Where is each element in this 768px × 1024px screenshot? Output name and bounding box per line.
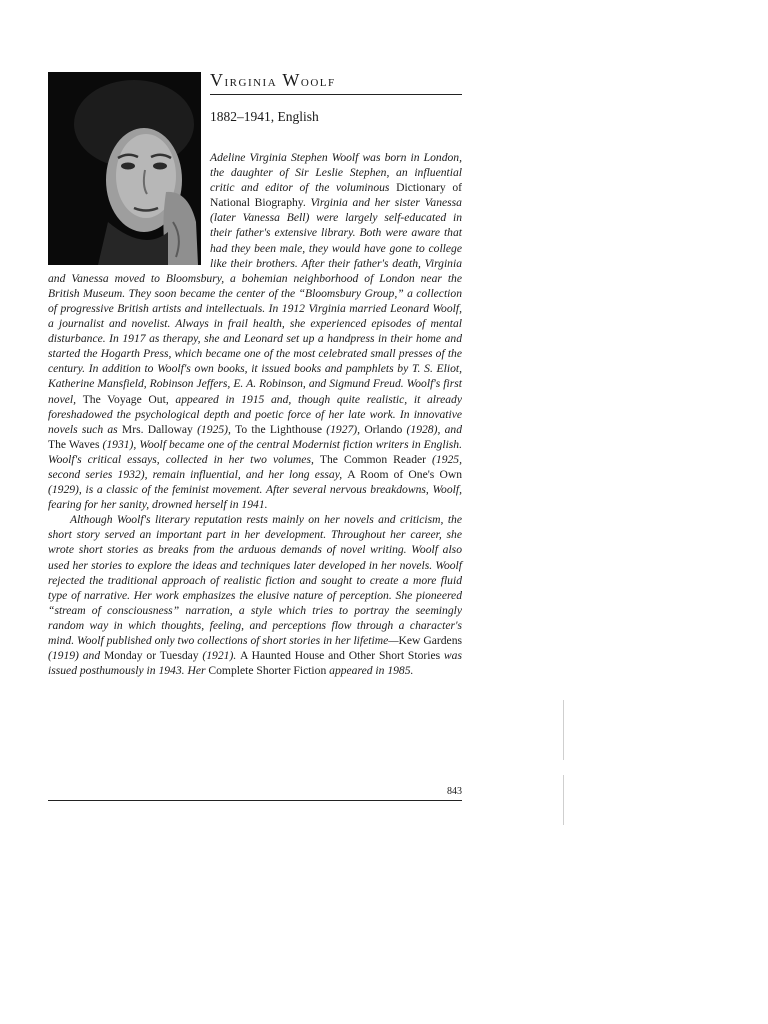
title-roman-span: A Room of One's Own bbox=[347, 467, 462, 481]
title-roman-span: Dictionary of National Biography. bbox=[210, 181, 462, 210]
text-span: Adeline Virginia Stephen Woolf was born in London, the daughter of Sir Leslie Stephen, an influential critic and editor of the voluminous bbox=[210, 151, 462, 195]
title-roman-span: The Voyage Out, bbox=[82, 392, 169, 406]
biography-paragraph-2 bbox=[48, 512, 462, 678]
name-first-rest: irginia bbox=[224, 74, 278, 90]
scan-artifact-line bbox=[563, 700, 564, 760]
title-roman-span: Monday or Tuesday bbox=[103, 649, 199, 663]
title-roman-span: The Common Reader bbox=[319, 452, 426, 466]
portrait-wrap-spacer bbox=[48, 150, 210, 268]
text-span: (1921). bbox=[198, 649, 241, 663]
text-span: (1929), is a classic of the feminist movement. After several nervous breakdowns, Woolf, fearing for her sanity, drowned herself in 1941. bbox=[48, 483, 462, 512]
text-span: Although Woolf's literary reputation rests mainly on her novels and criticism, the short story served an important part in her development. Throughout her career, she wrote short stories as breaks from the arduous demands of novel writing. Woolf also used her stories to explore the ideas and techniques later developed in her novels. Woolf rejected the traditional approach of realistic fiction and sought to create a more fluid type of narrative. Her work emphasizes the elusive nature of perception. She pioneered “stream of consciousness” narration, a style which tries to portray the seemingly random way in which thoughts, feeling, and perceptions flow through a character's mind. Woolf published only two collections of short stories in her lifetime— bbox=[48, 513, 462, 647]
text-span: (1925, second series 1932), remain influential, and her long essay, bbox=[48, 452, 462, 481]
scan-artifact-line bbox=[563, 775, 564, 825]
title-roman-span: Kew Gardens bbox=[398, 634, 463, 647]
text-span: appeared in 1915 and, though quite realistic, it already foreshadowed the psychological depth and poetic force of her late work. In innovative novels such as bbox=[48, 392, 462, 436]
text-span: appeared in 1985. bbox=[326, 664, 414, 678]
text-span: (1927), bbox=[322, 422, 365, 436]
text-span: was issued posthumously in 1943. Her bbox=[48, 649, 462, 678]
title-roman-span: Complete Shorter Fiction bbox=[208, 664, 327, 678]
title-roman-span: Mrs. Dalloway bbox=[121, 422, 193, 436]
name-initial-first: V bbox=[210, 70, 225, 90]
text-span: (1928), and bbox=[402, 422, 462, 436]
text-span: (1919) and bbox=[48, 649, 104, 663]
footer-rule bbox=[48, 800, 462, 801]
biography-text bbox=[48, 150, 462, 678]
title-roman-span: The Waves bbox=[48, 437, 100, 451]
title-roman-span: To the Lighthouse bbox=[235, 422, 323, 436]
page-number: 843 bbox=[447, 786, 462, 797]
text-span: (1925), bbox=[192, 422, 236, 436]
title-roman-span: Orlando bbox=[364, 422, 403, 436]
name-initial-last: W bbox=[282, 70, 301, 90]
text-span: (1931), Woolf became one of the central Modernist fiction writers in English. Woolf's critical essays, collected in her two volumes, bbox=[48, 437, 462, 466]
author-name-heading bbox=[210, 70, 462, 95]
author-dates: 1882–1941, English bbox=[210, 109, 319, 124]
text-span: Virginia and her sister Vanessa (later Vanessa Bell) were largely self-educated in their father's extensive library. Both were aware that had they been male, they would have gone to college like their brothers. After their father's death, Virginia and Vanessa moved to Bloomsbury, a bohemian neighborhood of London near the British Museum. They soon became the center of the “Bloomsbury Group,” a collection of progressive British artists and intellectuals. In 1912 Virginia married Leonard Woolf, a journalist and novelist. Always in frail health, she experienced episodes of mental disturbance. In 1917 as therapy, she and Leonard set up a handpress in their home and started the Hogarth Press, which became one of the most celebrated small presses of the century. In addition to Woolf's own books, it issued books and pamphlets by T. S. Eliot, Katherine Mansfield, Robinson Jeffers, E. A. Robinson, and Sigmund Freud. Woolf's first novel, bbox=[48, 196, 462, 406]
title-roman-span: A Haunted House and Other Short Stories bbox=[240, 649, 441, 663]
author-header bbox=[210, 70, 462, 125]
name-last-rest: oolf bbox=[300, 74, 336, 90]
